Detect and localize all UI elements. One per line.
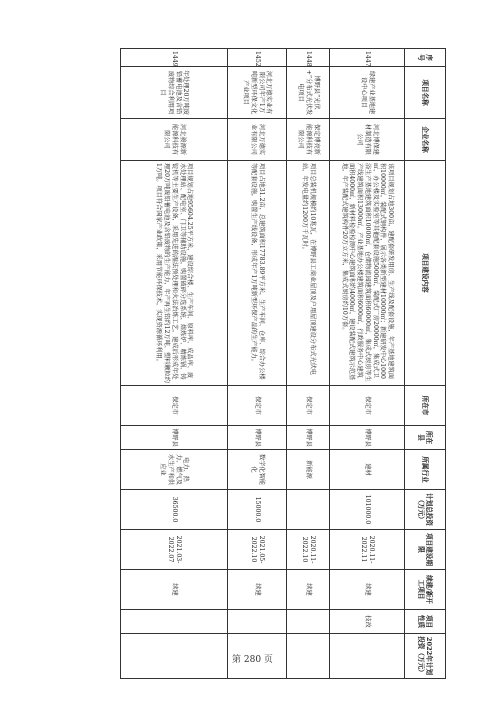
cell-nature [121, 610, 228, 634]
table-row [330, 49, 405, 679]
col-header: 所在市 [405, 386, 446, 426]
cell-period: 2020.11-2022.11 [330, 530, 405, 570]
col-header: 所属行业 [405, 450, 446, 490]
cell-nature [287, 610, 330, 634]
table-row [121, 49, 228, 679]
cell-investment: 36500.0 [121, 490, 228, 530]
col-header: 2022年计划投资（万元） [405, 634, 446, 679]
cell-county: 博野县 [228, 426, 287, 450]
cell-city: 保定市 [228, 386, 287, 426]
col-header: 项目建设期限 [405, 530, 446, 570]
table-row [287, 49, 330, 679]
cell-industry: 电力、热力、燃气及水生产和供应业 [121, 450, 228, 490]
project-table [120, 48, 446, 679]
cell-name: 博野县“光伏+”分布式光伏发电项目 [287, 67, 330, 119]
cell-content: 项目总装机规模约10兆瓦，在博野县工商业屋顶及户用屋顶建设分布式光伏电站，年发电量约1200万千瓦时。 [287, 161, 330, 386]
cell-name: 年处理20万吨废铅蓄电池及含铅废物综合利用项目 [121, 67, 228, 119]
page-number: 第 280 页 [232, 655, 273, 665]
cell-plan-2022 [121, 634, 228, 679]
col-header: 项目名称 [405, 67, 446, 119]
cell-investment: 15000.0 [228, 490, 287, 530]
cell-county: 博野县 [330, 426, 405, 450]
cell-start-type: 续建 [228, 570, 287, 610]
col-header: 项目建设内容 [405, 161, 446, 386]
cell-county: 博野县 [121, 426, 228, 450]
cell-seq: 1448 [287, 49, 330, 67]
cell-name: 绿建产业基地建设中心项目 [330, 67, 405, 119]
cell-seq: 1449 [121, 49, 228, 67]
cell-start-type: 续建 [287, 570, 330, 610]
cell-content: 该项目规划占地300亩，建配套研发用房、生产线及配套设施，年产基地建筑面积10000㎡，装配式钢构件，展示各类新型建材10000㎡；新建研发中心1000㎡，办公楼及实验室等其他配套设施5000㎡，装配式厂房20000㎡，集成式卫浴生产基地建筑面积10000㎡，仓储物流园建筑面积60000㎡，集成式厨房等生产线建筑面积13000㎡。产业基地办公楼建筑面积6000㎡，行政服务中心建筑面积4000㎡，新材料检验检测中心建筑面积约4000㎡，建设装配式建筑示范基地，年产装配式建筑构件20万立方米，集成式厨房约10万套。 [330, 161, 405, 386]
col-header: 项目性质 [405, 610, 446, 634]
cell-company: 河北博保建材制造有限公司 [330, 119, 405, 161]
cell-county: 博野县 [287, 426, 330, 450]
cell-industry: 数字化智能化 [228, 450, 287, 490]
cell-content: 项目规划占地95604.25平方米，建设综合楼、生产车间、原料库、成品库、废水处理站、配电室、门卫等辅助设施，购置破碎分选系统、熔炼炉、精炼锅、铸锭机等主要生产设备，采用先进的湿法预处理和火法冶炼工艺，建成后形成年处理20万吨废铅蓄电池及含铅废物的生产能力，年产再生铅约12万吨、塑料颗粒约1万吨。项目符合国家产业政策，采用节能环保技术，实现资源循环利用。 [121, 161, 228, 386]
col-header: 续建/新开工项目 [405, 570, 446, 610]
cell-city: 保定市 [121, 386, 228, 426]
cell-period: 2021.05-2022.10 [228, 530, 287, 570]
cell-content: 项目占地31.2亩，总建筑面积17783.89平方米，生产车间、仓库、综合办公楼等配套设施，购置生产线设备，形成年产1万吨新型环保产品的生产能力。 [228, 161, 287, 386]
table-header-row [405, 49, 446, 679]
table-row [228, 49, 287, 679]
cell-investment: 101000.0 [330, 490, 405, 530]
col-header: 序号 [405, 49, 446, 67]
cell-start-type: 续建 [121, 570, 228, 610]
cell-industry: 建材 [330, 450, 405, 490]
cell-company: 河北万德实业有限公司 [228, 119, 287, 161]
rotated-table-container [32, 48, 446, 678]
cell-company: 保定博亮新能源科技有限公司 [287, 119, 330, 161]
cell-city: 保定市 [330, 386, 405, 426]
cell-nature: 技改 [330, 610, 405, 634]
cell-period: 2020.11-2022.10 [287, 530, 330, 570]
cell-industry: 新能源 [287, 450, 330, 490]
cell-investment [287, 490, 330, 530]
col-header: 所在县 [405, 426, 446, 450]
cell-start-type: 续建 [330, 570, 405, 610]
cell-company: 河北骏源新能源科技有限公司 [121, 119, 228, 161]
cell-period: 2021.03-2022.07 [121, 530, 228, 570]
cell-seq: 1452 [228, 49, 287, 67]
cell-seq: 1447 [330, 49, 405, 67]
cell-plan-2022 [287, 634, 330, 679]
col-header: 计划总投资（万元） [405, 490, 446, 530]
cell-nature [228, 610, 287, 634]
col-header: 企业名称 [405, 119, 446, 161]
cell-name: 河北万德实业有限公司年产1万吨新型环保文化产业项目 [228, 67, 287, 119]
cell-city: 保定市 [287, 386, 330, 426]
cell-plan-2022 [330, 634, 405, 679]
